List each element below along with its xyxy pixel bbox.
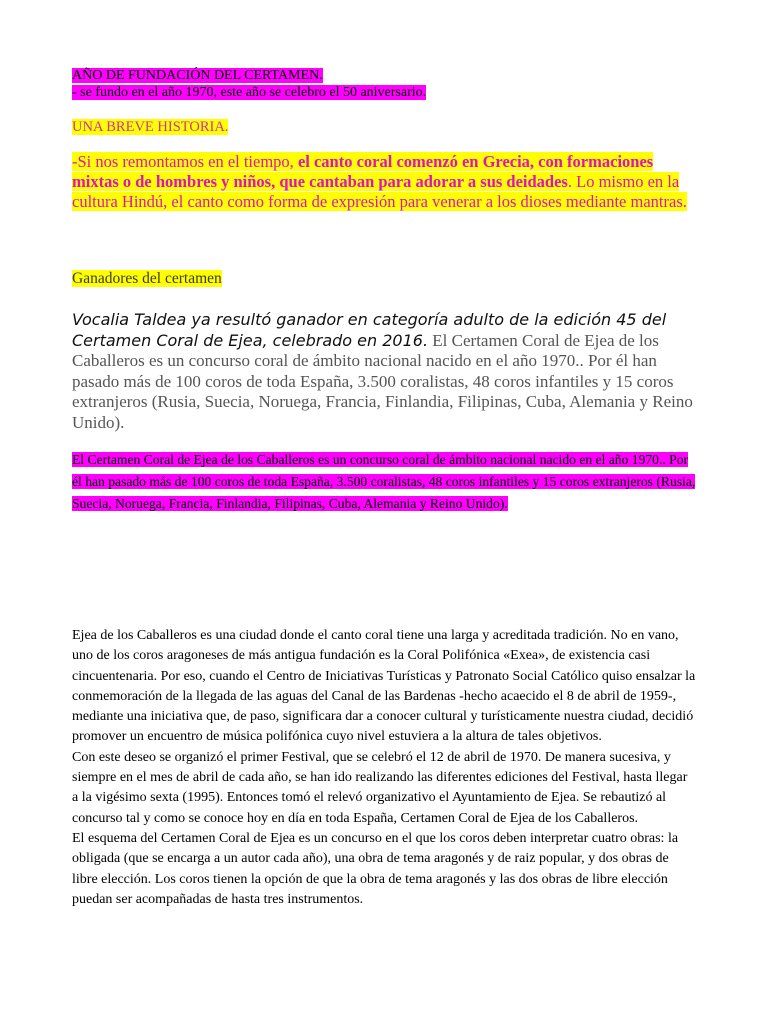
cuerpo-p3: El esquema del Certamen Coral de Ejea es un concurso en el que los coros deben interpretar cuatro obras: la obligada (que se encarga a un autor cada año), una obra de tema aragonés y de raiz popular, y dos obras de libre elección. Los coros tienen la opción de que la obra de tema aragonés y las dos obras de libre elección puedan ser acompañadas de hasta tres instrumentos. [72,830,679,907]
ganadores-italic: Vocalia Taldea ya resultó ganador en categoría adulto de la edición 45 del Certamen Coral de Ejea, celebrado en 2016. [72,310,667,350]
historia-text-start: -Si nos remontamos en el tiempo, [72,152,298,171]
cuerpo-section [72,626,696,910]
ganadores-paragraph [72,310,696,433]
resumen-text: El Certamen Coral de Ejea de los Caballeros es un concurso coral de ámbito nacional nacido en el año 1970.. Por él han pasado más de 100 coros de toda España, 3.500 coralistas, 48 coros infantiles y 15 coros extranjeros (Rusia, Suecia, Noruega, Francia, Finlandia, Filipinas, Cuba, Alemania y Reino Unido). [72,452,696,511]
historia-text-end: . Lo mismo en la cultura Hindú, el canto como forma de expresión para venerar a los dioses mediante mantras. [72,172,687,211]
cuerpo-p1: Ejea de los Caballeros es una ciudad donde el canto coral tiene una larga y acreditada tradición. No en vano, uno de los coros aragoneses de más antigua fundación es la Coral Polifónica «Exea», de existencia casi cincuentenaria. Por eso, cuando el Centro de Iniciativas Turísticas y Patronato Social Católico quiso ensalzar la conmemoración de la llegada de las aguas del Canal de las Bardenas -hecho acaecido el 8 de abril de 1959-, mediante una iniciativa que, de paso, significara dar a conocer cultural y turísticamente nuestra ciudad, decidió promover un encuentro de música polifónica cuyo nivel estuviera a la altura de tales objetivos. [72,628,696,745]
fundacion-text: - se fundo en el año 1970, este año se celebro el 50 aniversario. [72,85,427,100]
resumen-paragraph [72,449,696,515]
historia-text-bold: el canto coral comenzó en Grecia, con formaciones mixtas o de hombres y niños, que cantaban para adorar a sus deidades [72,152,654,191]
ganadores-heading-block [72,269,696,289]
historia-heading-block [72,117,696,137]
fundacion-heading: AÑO DE FUNDACIÓN DEL CERTAMEN. [72,68,323,83]
ganadores-heading: Ganadores del certamen [72,270,222,287]
historia-heading: UNA BREVE HISTORIA. [72,119,229,135]
ganadores-rest: El Certamen Coral de Ejea de los Caballeros es un concurso coral de ámbito nacional nacido en el año 1970.. Por él han pasado más de 100 coros de toda España, 3.500 coralistas, 48 coros infantiles y 15 coros extranjeros (Rusia, Suecia, Noruega, Francia, Finlandia, Filipinas, Cuba, Alemania y Reino Unido). [72,330,693,432]
historia-paragraph [72,152,696,212]
cuerpo-p2: Con este deseo se organizó el primer Festival, que se celebró el 12 de abril de 1970. De manera sucesiva, y siempre en el mes de abril de cada año, se han ido realizando las diferentes ediciones del Festival, hasta llegar a la vigésimo sexta (1995). Entonces tomó el relevó organizativo el Ayuntamiento de Ejea. Se rebautizó al concurso tal y como se conoce hoy en día en toda España, Certamen Coral de Ejea de los Caballeros. [72,749,688,826]
fundacion-section [72,67,696,101]
